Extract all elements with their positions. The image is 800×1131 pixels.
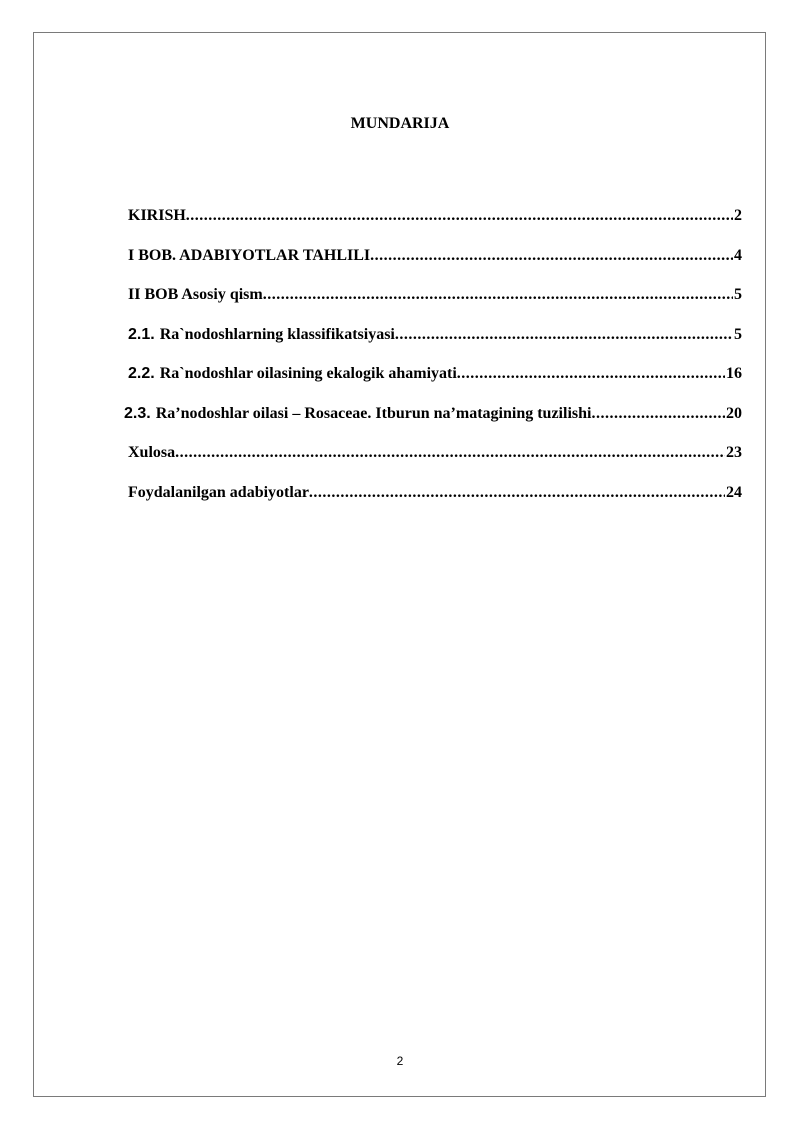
toc-entry-page: 5 (734, 325, 742, 343)
toc-entry-section-2-3[interactable] (124, 405, 742, 445)
toc-entry-chapter-1[interactable] (128, 247, 742, 287)
toc-leader-dots (309, 484, 725, 502)
toc-leader-dots (186, 207, 733, 225)
toc-entry-label: Xulosa (128, 444, 176, 461)
toc-entry-number: 2.3. (124, 404, 151, 422)
toc-entry-kirish[interactable] (128, 207, 742, 247)
toc-entry-label: Foydalanilgan adabiyotlar (128, 483, 309, 501)
toc-entry-label: Ra’nodoshlar oilasi – Rosaceae. Itburun na’matagining tuzilishi (155, 404, 592, 422)
toc-entry-page: 16 (726, 365, 742, 382)
table-of-contents (124, 207, 742, 523)
toc-leader-dots (457, 365, 725, 383)
toc-entry-label: II BOB Asosiy qism (128, 286, 263, 303)
toc-entry-chapter-2[interactable] (128, 286, 742, 326)
toc-entry-page: 23 (726, 444, 742, 461)
toc-entry-page: 2 (734, 207, 742, 224)
toc-entry-references[interactable] (128, 484, 742, 524)
toc-entry-xulosa[interactable] (128, 444, 742, 484)
toc-leader-dots (263, 286, 733, 304)
toc-entry-section-2-1[interactable] (128, 326, 742, 366)
toc-entry-label: KIRISH (128, 207, 186, 224)
toc-entry-label: Ra`nodoshlarning klassifikatsiyasi (159, 325, 395, 343)
toc-leader-dots (175, 444, 725, 462)
document-title: MUNDARIJA (350, 115, 450, 132)
toc-leader-dots (395, 326, 733, 344)
toc-entry-page: 4 (734, 246, 742, 264)
page-number: 2 (396, 1054, 404, 1068)
toc-entry-label: I BOB. ADABIYOTLAR TAHLILI (128, 246, 371, 264)
toc-entry-page: 5 (734, 286, 742, 303)
toc-leader-dots (591, 405, 725, 423)
toc-entry-number: 2.2. (128, 365, 155, 382)
toc-entry-section-2-2[interactable] (128, 365, 742, 405)
document-page (33, 32, 766, 1097)
toc-leader-dots (370, 247, 733, 265)
toc-entry-page: 24 (726, 483, 742, 501)
toc-entry-label: Ra`nodoshlar oilasining ekalogik ahamiyati (159, 365, 457, 382)
toc-entry-number: 2.1. (128, 325, 155, 343)
toc-entry-page: 20 (726, 404, 742, 422)
